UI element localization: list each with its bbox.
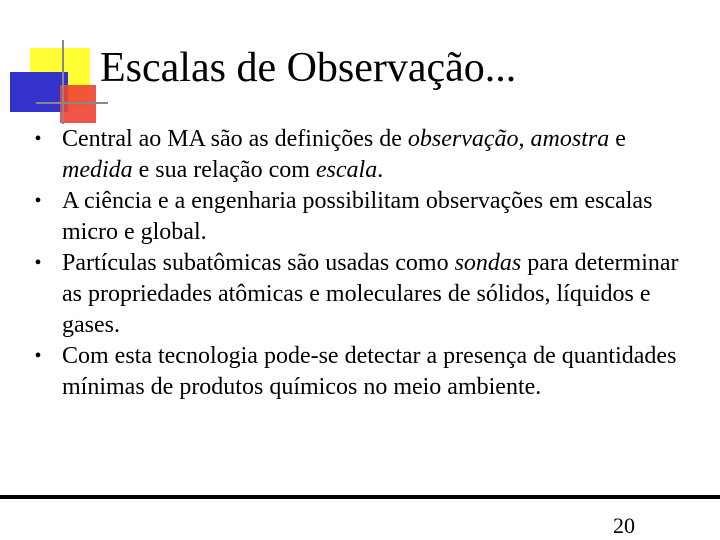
bullet-item bbox=[28, 124, 688, 186]
bullet-text-segment: para determinar as propriedades atômicas e moleculares de sólidos, líquidos e gases. bbox=[62, 250, 679, 338]
bullet-text-segment: e bbox=[609, 126, 626, 152]
bullet-text-segment: Central ao MA são as definições de bbox=[62, 126, 408, 152]
logo-vertical-line bbox=[62, 40, 64, 124]
logo-red-square bbox=[60, 85, 96, 123]
bullet-item bbox=[28, 186, 688, 248]
bullet-dot-icon: • bbox=[34, 128, 42, 150]
bullet-text-italic: escala bbox=[315, 157, 378, 183]
bullet-text-segment: . bbox=[377, 157, 384, 183]
bullet-text-segment: Partículas subatômicas são usadas como bbox=[62, 250, 455, 276]
bullet-item bbox=[28, 341, 688, 403]
bullet-text-italic: amostra bbox=[530, 126, 610, 152]
bullet-text bbox=[62, 248, 688, 341]
bullet-text bbox=[62, 186, 688, 248]
bullet-dot-icon: • bbox=[34, 190, 42, 212]
bullet-item bbox=[28, 248, 688, 341]
bullet-text-italic: sondas bbox=[454, 250, 522, 276]
bullet-text-segment: A ciência e a engenharia possibilitam observações em escalas micro e global. bbox=[62, 188, 653, 245]
bullet-text bbox=[62, 124, 688, 186]
bullet-text bbox=[62, 341, 688, 403]
bullet-text-italic: observação bbox=[407, 126, 519, 152]
bullet-text-segment: , bbox=[518, 126, 531, 152]
bullet-dot-icon: • bbox=[34, 345, 42, 367]
bullet-dot-icon: • bbox=[34, 252, 42, 274]
bullet-text-italic: medida bbox=[62, 157, 133, 183]
slide-logo-decoration bbox=[0, 0, 110, 130]
bottom-rule bbox=[0, 495, 720, 499]
page-number: 20 bbox=[613, 513, 635, 538]
bullet-list bbox=[28, 124, 688, 403]
logo-horizontal-line bbox=[36, 102, 108, 104]
slide-title: Escalas de Observação... bbox=[100, 45, 517, 91]
bullet-text-segment: Com esta tecnologia pode-se detectar a presença de quantidades mínimas de produtos químicos no meio ambiente. bbox=[62, 343, 677, 400]
bullet-text-segment: e sua relação com bbox=[132, 157, 316, 183]
